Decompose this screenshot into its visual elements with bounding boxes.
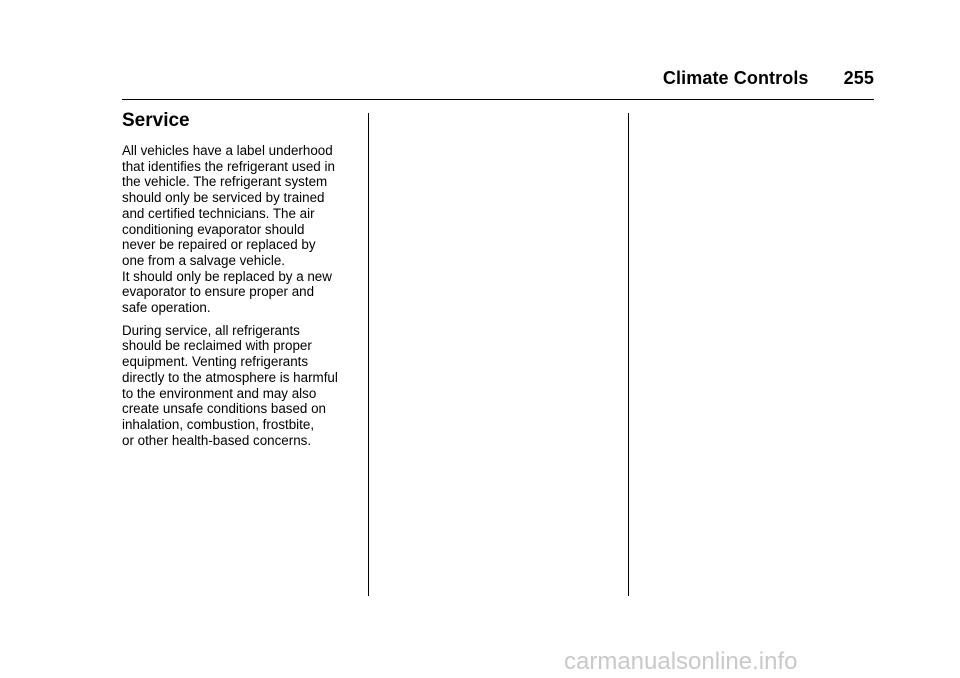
service-paragraph-refrigerants: During service, all refrigerants should be reclaimed with proper equipment. Venting refrigerants directly to the atmosphere is harmful to the environment and may also create unsafe conditions based on inhalation, combustion, frostbite, or other health-based concerns.	[122, 322, 338, 448]
watermark: carmanualsonline.info	[564, 648, 798, 675]
header-rule	[122, 99, 874, 100]
service-section	[122, 109, 358, 455]
page-number: 255	[843, 68, 874, 88]
running-head-title: Climate Controls	[662, 68, 809, 88]
column-divider	[368, 113, 369, 596]
service-paragraph-label: All vehicles have a label underhood that identifies the refrigerant used in the vehicle. The refrigerant system should only be serviced by trained and certified technicians. The air conditioning evaporator should never be repaired or replaced by one from a salvage vehicle. It should only be replaced by a new evaporator to ensure proper and safe operation.	[122, 143, 335, 316]
column-divider	[628, 113, 629, 596]
section-heading: Service	[122, 110, 190, 131]
page-header	[663, 68, 874, 89]
